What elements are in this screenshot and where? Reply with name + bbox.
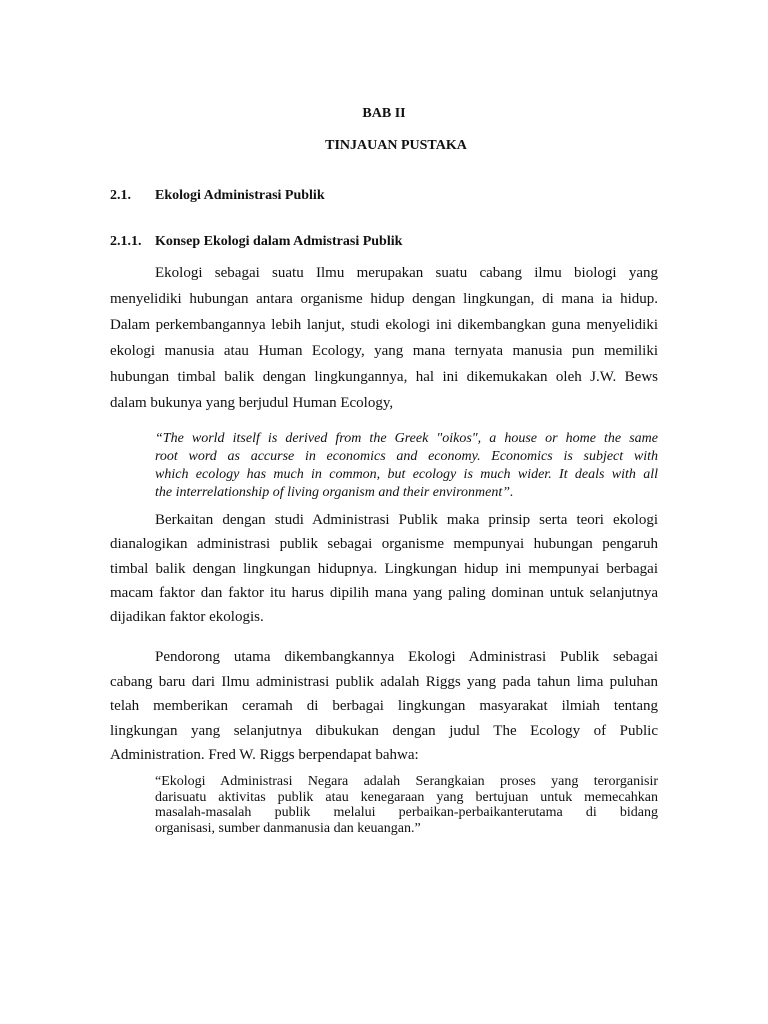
paragraph-riggs-line: Pendorong utama dikembangkannya Ekologi Administrasi Publik sebagai: [155, 649, 658, 665]
quote-riggs-line: masalah-masalah publik melalui perbaikan-perbaikanterutama di bidang: [155, 805, 658, 821]
quote-riggs-line: organisasi, sumber danmanusia dan keuangan.”: [155, 821, 421, 837]
paragraph-public-admin-line: dianalogikan administrasi publik sebagai organisme mempunyai hubungan pengaruh: [110, 536, 658, 553]
quote-bews-line: which ecology has much in common, but ecology is much wider. It deals with all: [155, 467, 658, 482]
paragraph-riggs-line: cabang baru dari Ilmu administrasi publik adalah Riggs yang pada tahun lima puluhan: [110, 673, 658, 690]
paragraph-public-admin-line: Berkaitan dengan studi Administrasi Publik maka prinsip serta teori ekologi: [155, 512, 658, 528]
subsection-number: 2.1.1.: [110, 234, 142, 249]
paragraph-public-admin-line: dijadikan faktor ekologis.: [110, 609, 264, 626]
paragraph-ecology-intro-line: Dalam perkembangannya lebih lanjut, studi ekologi ini dikembangkan guna menyelidiki: [110, 317, 658, 333]
paragraph-ecology-intro-line: Ekologi sebagai suatu Ilmu merupakan suatu cabang ilmu biologi yang: [155, 265, 658, 281]
paragraph-ecology-intro-line: dalam bukunya yang berjudul Human Ecology,: [110, 395, 394, 411]
paragraph-riggs-line: lingkungan yang selanjutnya dibukukan dengan judul The Ecology of Public: [110, 722, 658, 739]
paragraph-riggs-line: Administration. Fred W. Riggs berpendapat bahwa:: [110, 747, 419, 763]
paragraph-public-admin-line: macam faktor dan faktor itu harus dipilih mana yang paling dominan untuk selanjutnya: [110, 584, 658, 601]
section-title: Ekologi Administrasi Publik: [155, 188, 325, 203]
chapter-number: BAB II: [362, 106, 406, 121]
quote-bews-line: root word as accurse in economics and economy. Economics is subject with: [155, 449, 658, 464]
chapter-title: TINJAUAN PUSTAKA: [325, 138, 467, 153]
quote-bews-line: the interrelationship of living organism and their environment”.: [155, 485, 514, 500]
paragraph-riggs-line: telah memberikan ceramah di berbagai lingkungan masyarakat ilmiah tentang: [110, 698, 658, 714]
quote-riggs-line: “Ekologi Administrasi Negara adalah Serangkaian proses yang terorganisir: [155, 774, 658, 789]
paragraph-ecology-intro-line: ekologi manusia atau Human Ecology, yang mana ternyata manusia pun memiliki: [110, 343, 658, 359]
subsection-title: Konsep Ekologi dalam Admistrasi Publik: [155, 234, 403, 249]
quote-riggs-line: darisuatu aktivitas publik atau kenegaraan yang bertujuan untuk memecahkan: [155, 789, 658, 805]
paragraph-public-admin-line: timbal balik dengan lingkungan hidupnya. Lingkungan hidup ini mempunyai berbagai: [110, 560, 658, 577]
section-number: 2.1.: [110, 188, 131, 203]
paragraph-ecology-intro-line: hubungan timbal balik dengan lingkungannya, hal ini dikemukakan oleh J.W. Bews: [110, 369, 658, 385]
quote-bews-line: “The world itself is derived from the Greek "oikos", a house or home the same: [155, 431, 658, 446]
paragraph-ecology-intro-line: menyelidiki hubungan antara organisme hidup dengan lingkungan, di mana ia hidup.: [110, 291, 658, 307]
